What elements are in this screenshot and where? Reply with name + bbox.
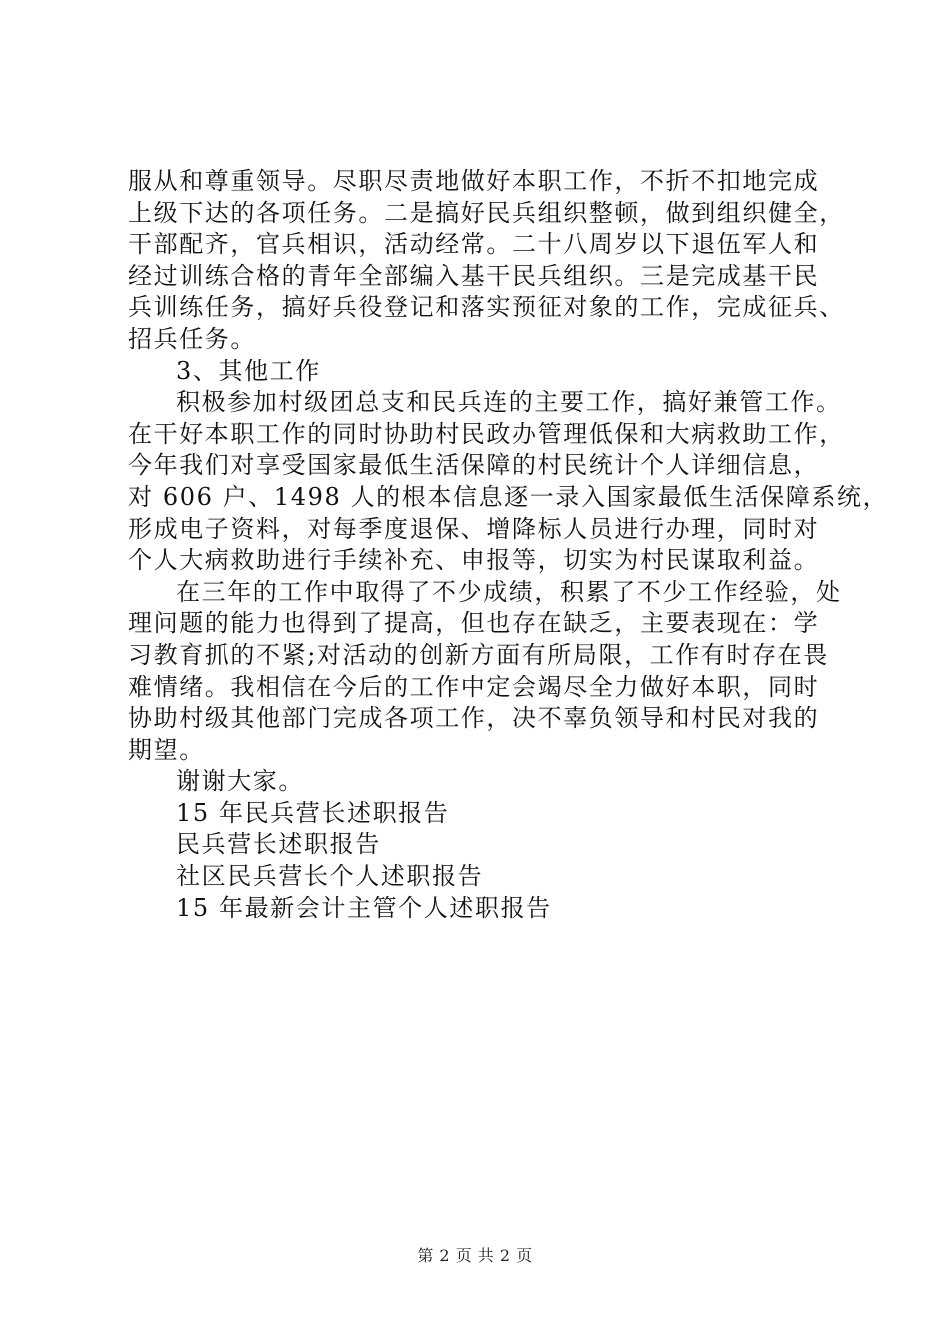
related-title: 民兵营长述职报告 xyxy=(176,830,381,859)
related-title: 15 年最新会计主管个人述职报告 xyxy=(176,893,552,922)
text-line: 在干好本职工作的同时协助村民政办管理低保和大病救助工作， xyxy=(128,419,845,448)
closing-line: 谢谢大家。 xyxy=(176,767,304,796)
text-line: 个人大病救助进行手续补充、申报等，切实为村民谋取利益。 xyxy=(128,546,820,575)
related-title: 15 年民兵营长述职报告 xyxy=(176,798,450,827)
text-line: 习教育抓的不紧;对活动的创新方面有所局限，工作有时存在畏 xyxy=(128,640,829,669)
text-line: 服从和尊重领导。尽职尽责地做好本职工作，不折不扣地完成 xyxy=(128,167,820,195)
text-line: 今年我们对享受国家最低生活保障的村民统计个人详细信息， xyxy=(128,451,820,480)
text-line: 在三年的工作中取得了不少成绩，积累了不少工作经验，处 xyxy=(176,577,842,606)
text-line: 形成电子资料，对每季度退保、增降标人员进行办理，同时对 xyxy=(128,514,820,543)
text-line: 干部配齐，官兵相识，活动经常。二十八周岁以下退伍军人和 xyxy=(128,230,820,259)
text-line: 难情绪。我相信在今后的工作中定会竭尽全力做好本职，同时 xyxy=(128,672,820,701)
related-title: 社区民兵营长个人述职报告 xyxy=(176,862,484,891)
text-line: 经过训练合格的青年全部编入基干民兵组织。三是完成基干民 xyxy=(128,261,820,290)
text-line: 对 606 户、1498 人的根本信息逐一录入国家最低生活保障系统， xyxy=(128,482,889,511)
text-line: 积极参加村级团总支和民兵连的主要工作，搞好兼管工作。 xyxy=(176,388,842,417)
section-heading: 3、其他工作 xyxy=(176,356,321,385)
text-line: 兵训练任务，搞好兵役登记和落实预征对象的工作，完成征兵、 xyxy=(128,293,845,322)
page-number-footer: 第 2 页 共 2 页 xyxy=(417,1246,533,1265)
text-line: 上级下达的各项任务。二是搞好民兵组织整顿，做到组织健全， xyxy=(128,198,845,227)
document-body xyxy=(128,166,889,924)
text-line: 协助村级其他部门完成各项工作，决不辜负领导和村民对我的 xyxy=(128,704,820,733)
text-line: 招兵任务。 xyxy=(128,324,256,353)
text-line: 理问题的能力也得到了提高，但也存在缺乏，主要表现在：学 xyxy=(128,609,820,638)
text-line: 期望。 xyxy=(128,735,205,764)
